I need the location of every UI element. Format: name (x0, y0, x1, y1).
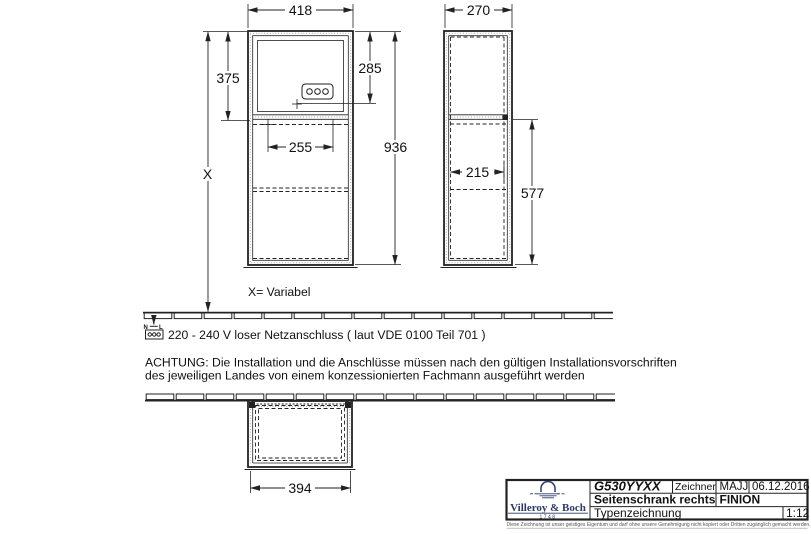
svg-text:L: L (159, 325, 163, 331)
power-note: 220 - 240 V loser Netzanschluss ( laut VDE 0100 Teil 701 ) (168, 328, 486, 342)
plan-corner-fitting-right (345, 402, 351, 408)
power-socket-icon (302, 84, 333, 99)
wall-section-strip (145, 393, 615, 401)
copyright-disclaimer: Diese Zeichnung ist unser geistiges Eigentum und darf ohne unsere Genehmigung nicht kopiert oder Dritten zugänglich gemacht werden. (506, 521, 811, 528)
article-code: G530YYXX (594, 478, 661, 494)
dim-front-width: 418 (288, 2, 313, 18)
dim-plan-width: 394 (288, 480, 312, 496)
front-open-shelf (258, 41, 344, 112)
warning-note-line2: des jeweiligen Landes von einem konzessionierten Fachmann ausgeführt werden (145, 368, 585, 383)
dim-variable-x: X (202, 166, 213, 182)
plan-view (245, 401, 356, 470)
notes (144, 285, 677, 383)
drafter-initials: MAJJ (719, 481, 749, 493)
dimension-lines (203, 4, 538, 493)
hinge-mark (503, 115, 509, 121)
variable-note: X= Variabel (248, 285, 311, 299)
brand-name: Villeroy & Boch (510, 502, 586, 514)
dim-socket-height: 285 (358, 60, 382, 76)
series-name: FINION (719, 492, 761, 507)
brand-year: 1748 (539, 514, 557, 521)
drafter-label: Zeichner (675, 481, 716, 493)
plan-corner-fitting-left (249, 402, 255, 408)
plan-cabinet-outline (248, 401, 352, 467)
dim-side-lower-height: 577 (520, 185, 545, 201)
dim-total-height: 936 (383, 139, 408, 155)
side-view (441, 31, 517, 268)
mains-connection-icon (144, 320, 164, 340)
drawing-scale: 1:12 (786, 506, 810, 520)
product-name: Seitenschrank rechts (594, 492, 716, 507)
dimension-labels (199, 2, 547, 496)
dim-socket-offset: 255 (288, 139, 313, 155)
side-cabinet-outline (444, 31, 512, 265)
dim-side-inner-depth: 215 (465, 164, 490, 180)
drawing-type: Typenzeichnung (594, 506, 682, 520)
svg-text:N: N (143, 325, 148, 331)
floor-section-strip (143, 312, 613, 320)
dim-side-depth: 270 (466, 2, 491, 18)
drawing-date: 06.12.2016 (752, 481, 810, 493)
dim-front-upper-height: 375 (216, 70, 240, 86)
warning-note-line1: ACHTUNG: Die Installation und die Anschlüsse müssen nach den gültigen Installationsvorschriften (145, 355, 677, 370)
title-block (507, 479, 811, 529)
